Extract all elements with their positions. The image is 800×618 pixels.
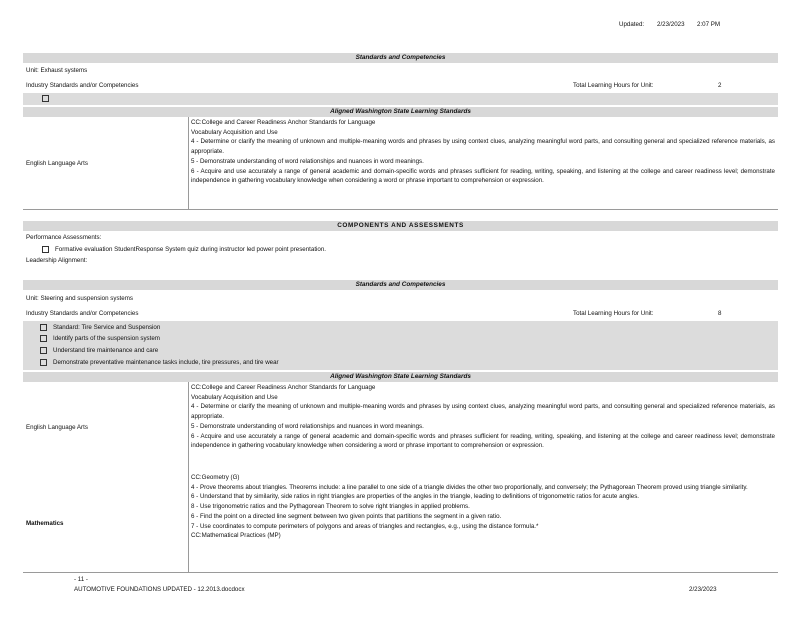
section1-grey-row [23, 93, 778, 105]
section2-industry: Industry Standards and/or Competencies [26, 310, 139, 317]
list-item-text: Standard: Tire Service and Suspension [53, 324, 161, 331]
updated-date: 2/23/2023 [657, 21, 685, 28]
section2-math-standards [191, 473, 775, 541]
performance-label: Performance Assessments: [26, 234, 102, 241]
standard-line: CC:College and Career Readiness Anchor Standards for Language [191, 384, 376, 391]
section2-unit: Unit: Steering and suspension systems [26, 295, 133, 302]
footer-left: AUTOMOTIVE FOUNDATIONS UPDATED - 12.2013.docdocx [74, 586, 245, 593]
section2-aligned-band: Aligned Washington State Learning Standards [23, 372, 778, 382]
standard-line: 6 - Acquire and use accurately a range of general academic and domain-specific words and phrases sufficient for reading, writing, speaking, and listening at the college and career readiness level; demonstrate independence in gathering vocabulary knowledge when considering a word or phrase important to comprehension or expression. [191, 167, 775, 185]
footer-date: 2/23/2023 [689, 586, 717, 593]
standard-line: 4 - Prove theorems about triangles. Theorems include: a line parallel to one side of a triangle divides the other two proportionally, and conversely; the Pythagorean Theorem proved using triangle similarity. [191, 483, 748, 491]
list-item [40, 358, 279, 367]
standard-line: Vocabulary Acquisition and Use [191, 393, 278, 401]
formative-row [42, 245, 326, 254]
section2-subject-math: Mathematics [26, 520, 64, 527]
checkbox-icon [42, 246, 49, 253]
checkbox-icon [40, 347, 47, 354]
components-band: COMPONENTS AND ASSESSMENTS [23, 221, 778, 231]
list-item [40, 323, 160, 332]
section2-band: Standards and Competencies [23, 280, 778, 290]
list-item-text: Demonstrate preventative maintenance tasks include, tire pressures, and tire wear [53, 359, 279, 366]
section1-standards [191, 118, 775, 186]
section1-subject: English Language Arts [26, 160, 88, 167]
updated-label: Updated: [619, 21, 645, 28]
section1-band: Standards and Competencies [23, 53, 778, 63]
section2-divider [188, 382, 189, 572]
standard-line: CC:Mathematical Practices (MP) [191, 532, 281, 540]
section1-divider [188, 117, 189, 209]
footer-page-number: - 11 - [74, 576, 88, 583]
standard-line: 8 - Use trigonometric ratios and the Pythagorean Theorem to solve right triangles in applied problems. [191, 503, 470, 511]
list-item [40, 346, 158, 355]
standard-line: CC:College and Career Readiness Anchor Standards for Language [191, 119, 376, 126]
standard-line: 6 - Understand that by similarity, side ratios in right triangles are properties of the angles in the triangle, leading to definitions of trigonometric ratios for acute angles. [191, 493, 640, 501]
checkbox-icon [40, 324, 47, 331]
standard-line: 4 - Determine or clarify the meaning of unknown and multiple-meaning words and phrases by using context clues, analyzing meaningful word parts, and consulting general and specialized reference materials, as appropriate. [191, 138, 775, 156]
section2-ela-standards [191, 383, 775, 451]
section2-total-value: 8 [718, 310, 722, 317]
standard-line: Vocabulary Acquisition and Use [191, 128, 278, 136]
section1-unit: Unit: Exhaust systems [26, 67, 88, 74]
list-item-text: Understand tire maintenance and care [53, 347, 159, 354]
checkbox-icon [40, 335, 47, 342]
section1-industry: Industry Standards and/or Competencies [26, 82, 139, 89]
standard-line: 6 - Acquire and use accurately a range of general academic and domain-specific words and phrases sufficient for reading, writing, speaking, and listening at the college and career readiness level; demonstrate independence in gathering vocabulary knowledge when considering a word or phrase important to comprehension or expression. [191, 432, 775, 450]
checkbox-icon [40, 359, 47, 366]
section1-aligned-band: Aligned Washington State Learning Standards [23, 107, 778, 117]
section1-bottom-rule [23, 209, 778, 210]
standard-line: CC:Geometry (G) [191, 474, 240, 481]
section1-total-value: 2 [718, 82, 722, 89]
standard-line: 4 - Determine or clarify the meaning of unknown and multiple-meaning words and phrases by using context clues, analyzing meaningful word parts, and consulting general and specialized reference materials, as appropriate. [191, 403, 775, 421]
section2-total-label: Total Learning Hours for Unit: [573, 310, 654, 317]
standard-line: 7 - Use coordinates to compute perimeters of polygons and areas of triangles and rectangles, e.g., using the distance formula.* [191, 522, 539, 530]
formative-text: Formative evaluation StudentResponse System quiz during instructor led power point presentation. [55, 246, 327, 253]
standard-line: 6 - Find the point on a directed line segment between two given points that partitions the segment in a given ratio. [191, 512, 502, 520]
section1-total-label: Total Learning Hours for Unit: [573, 82, 654, 89]
standard-line: 5 - Demonstrate understanding of word relationships and nuances in word meanings. [191, 422, 424, 430]
standard-line: 5 - Demonstrate understanding of word relationships and nuances in word meanings. [191, 157, 424, 165]
list-item-text: Identify parts of the suspension system [53, 335, 160, 342]
checkbox-icon [42, 94, 55, 103]
section2-subject-ela: English Language Arts [26, 424, 88, 431]
leadership-label: Leadership Alignment: [26, 257, 88, 264]
updated-time: 2:07 PM [697, 21, 721, 28]
section2-bottom-rule [23, 572, 778, 573]
list-item [40, 334, 160, 343]
